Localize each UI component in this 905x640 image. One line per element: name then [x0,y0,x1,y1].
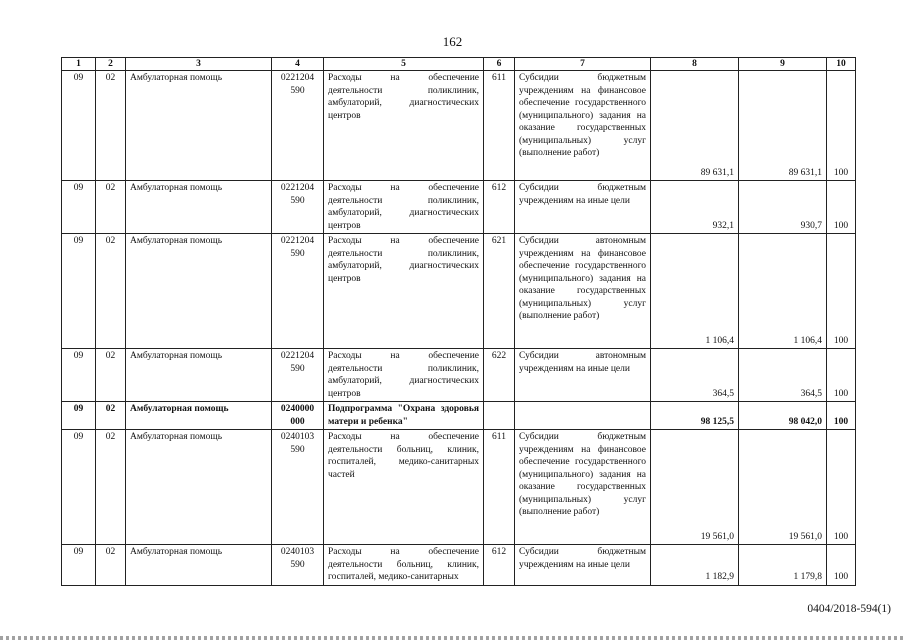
section-code-cell: 09 [62,430,96,545]
header-row [62,58,856,71]
expense-type-name-cell: Субсидии автономным учреждениям на иные цели [515,349,651,402]
column-header-6: 6 [484,58,515,71]
section-name-cell: Амбулаторная помощь [126,402,272,430]
column-header-10: 10 [827,58,856,71]
table-row [62,234,856,349]
section-code-cell: 09 [62,181,96,234]
column-header-5: 5 [324,58,484,71]
section-name-cell: Амбулаторная помощь [126,181,272,234]
target-article-code-cell: 0240103 590 [272,545,324,586]
table-row [62,71,856,181]
target-article-name-cell: Расходы на обеспечение деятельности поликлиник, амбулаторий, диагностических центров [324,349,484,402]
expense-type-code-cell: 622 [484,349,515,402]
section-code-cell: 09 [62,349,96,402]
execution-percent-cell: 100 [827,71,856,181]
target-article-code-cell: 0221204 590 [272,234,324,349]
execution-percent-cell: 100 [827,181,856,234]
expense-type-code-cell: 612 [484,181,515,234]
target-article-code-cell: 0240000 000 [272,402,324,430]
expense-type-code-cell: 611 [484,430,515,545]
expense-type-name-cell: Субсидии бюджетным учреждениям на финансовое обеспечение государственного (муниципального) задания на оказание государственных (муниципальных) услуг (выполнение работ) [515,430,651,545]
scan-edge-line [0,636,905,640]
column-header-3: 3 [126,58,272,71]
target-article-code-cell: 0221204 590 [272,181,324,234]
subsection-code-cell: 02 [96,430,126,545]
expense-type-name-cell [515,402,651,430]
planned-amount-cell: 19 561,0 [651,430,739,545]
target-article-name-cell: Подпрограмма "Охрана здоровья матери и ребенка" [324,402,484,430]
expense-type-name-cell: Субсидии бюджетным учреждениям на иные цели [515,545,651,586]
execution-percent-cell: 100 [827,545,856,586]
column-header-2: 2 [96,58,126,71]
section-code-cell: 09 [62,234,96,349]
subsection-code-cell: 02 [96,234,126,349]
planned-amount-cell: 1 106,4 [651,234,739,349]
target-article-name-cell: Расходы на обеспечение деятельности поликлиник, амбулаторий, диагностических центров [324,181,484,234]
section-code-cell: 09 [62,71,96,181]
target-article-name-cell: Расходы на обеспечение деятельности поликлиник, амбулаторий, диагностических центров [324,71,484,181]
executed-amount-cell: 930,7 [739,181,827,234]
target-article-code-cell: 0221204 590 [272,349,324,402]
execution-percent-cell: 100 [827,349,856,402]
executed-amount-cell: 98 042,0 [739,402,827,430]
document-code: 0404/2018-594(1) [807,603,891,615]
column-header-4: 4 [272,58,324,71]
section-name-cell: Амбулаторная помощь [126,430,272,545]
executed-amount-cell: 1 179,8 [739,545,827,586]
planned-amount-cell: 98 125,5 [651,402,739,430]
executed-amount-cell: 19 561,0 [739,430,827,545]
expense-type-code-cell [484,402,515,430]
section-code-cell: 09 [62,545,96,586]
section-code-cell: 09 [62,402,96,430]
column-header-1: 1 [62,58,96,71]
planned-amount-cell: 89 631,1 [651,71,739,181]
expense-type-code-cell: 621 [484,234,515,349]
section-name-cell: Амбулаторная помощь [126,545,272,586]
executed-amount-cell: 1 106,4 [739,234,827,349]
executed-amount-cell: 364,5 [739,349,827,402]
target-article-name-cell: Расходы на обеспечение деятельности поликлиник, амбулаторий, диагностических центров [324,234,484,349]
column-header-7: 7 [515,58,651,71]
table-row [62,349,856,402]
expense-type-code-cell: 612 [484,545,515,586]
section-name-cell: Амбулаторная помощь [126,71,272,181]
subsection-code-cell: 02 [96,181,126,234]
expense-type-code-cell: 611 [484,71,515,181]
table-row [62,181,856,234]
execution-percent-cell: 100 [827,402,856,430]
page-number: 162 [442,34,463,49]
table-row [62,545,856,586]
target-article-code-cell: 0240103 590 [272,430,324,545]
expense-type-name-cell: Субсидии автономным учреждениям на финансовое обеспечение государственного (муниципального) задания на оказание государственных (муниципальных) услуг (выполнение работ) [515,234,651,349]
column-header-9: 9 [739,58,827,71]
budget-table [61,57,856,586]
table-row [62,402,856,430]
planned-amount-cell: 932,1 [651,181,739,234]
execution-percent-cell: 100 [827,430,856,545]
target-article-name-cell: Расходы на обеспечение деятельности больниц, клиник, госпиталей, медико-санитарных частей [324,430,484,545]
section-name-cell: Амбулаторная помощь [126,349,272,402]
planned-amount-cell: 1 182,9 [651,545,739,586]
subsection-code-cell: 02 [96,545,126,586]
target-article-name-cell: Расходы на обеспечение деятельности больниц, клиник, госпиталей, медико-санитарных [324,545,484,586]
planned-amount-cell: 364,5 [651,349,739,402]
executed-amount-cell: 89 631,1 [739,71,827,181]
target-article-code-cell: 0221204 590 [272,71,324,181]
section-name-cell: Амбулаторная помощь [126,234,272,349]
column-header-8: 8 [651,58,739,71]
subsection-code-cell: 02 [96,349,126,402]
subsection-code-cell: 02 [96,402,126,430]
execution-percent-cell: 100 [827,234,856,349]
table-row [62,430,856,545]
expense-type-name-cell: Субсидии бюджетным учреждениям на иные цели [515,181,651,234]
expense-type-name-cell: Субсидии бюджетным учреждениям на финансовое обеспечение государственного (муниципального) задания на оказание государственных (муниципальных) услуг (выполнение работ) [515,71,651,181]
subsection-code-cell: 02 [96,71,126,181]
